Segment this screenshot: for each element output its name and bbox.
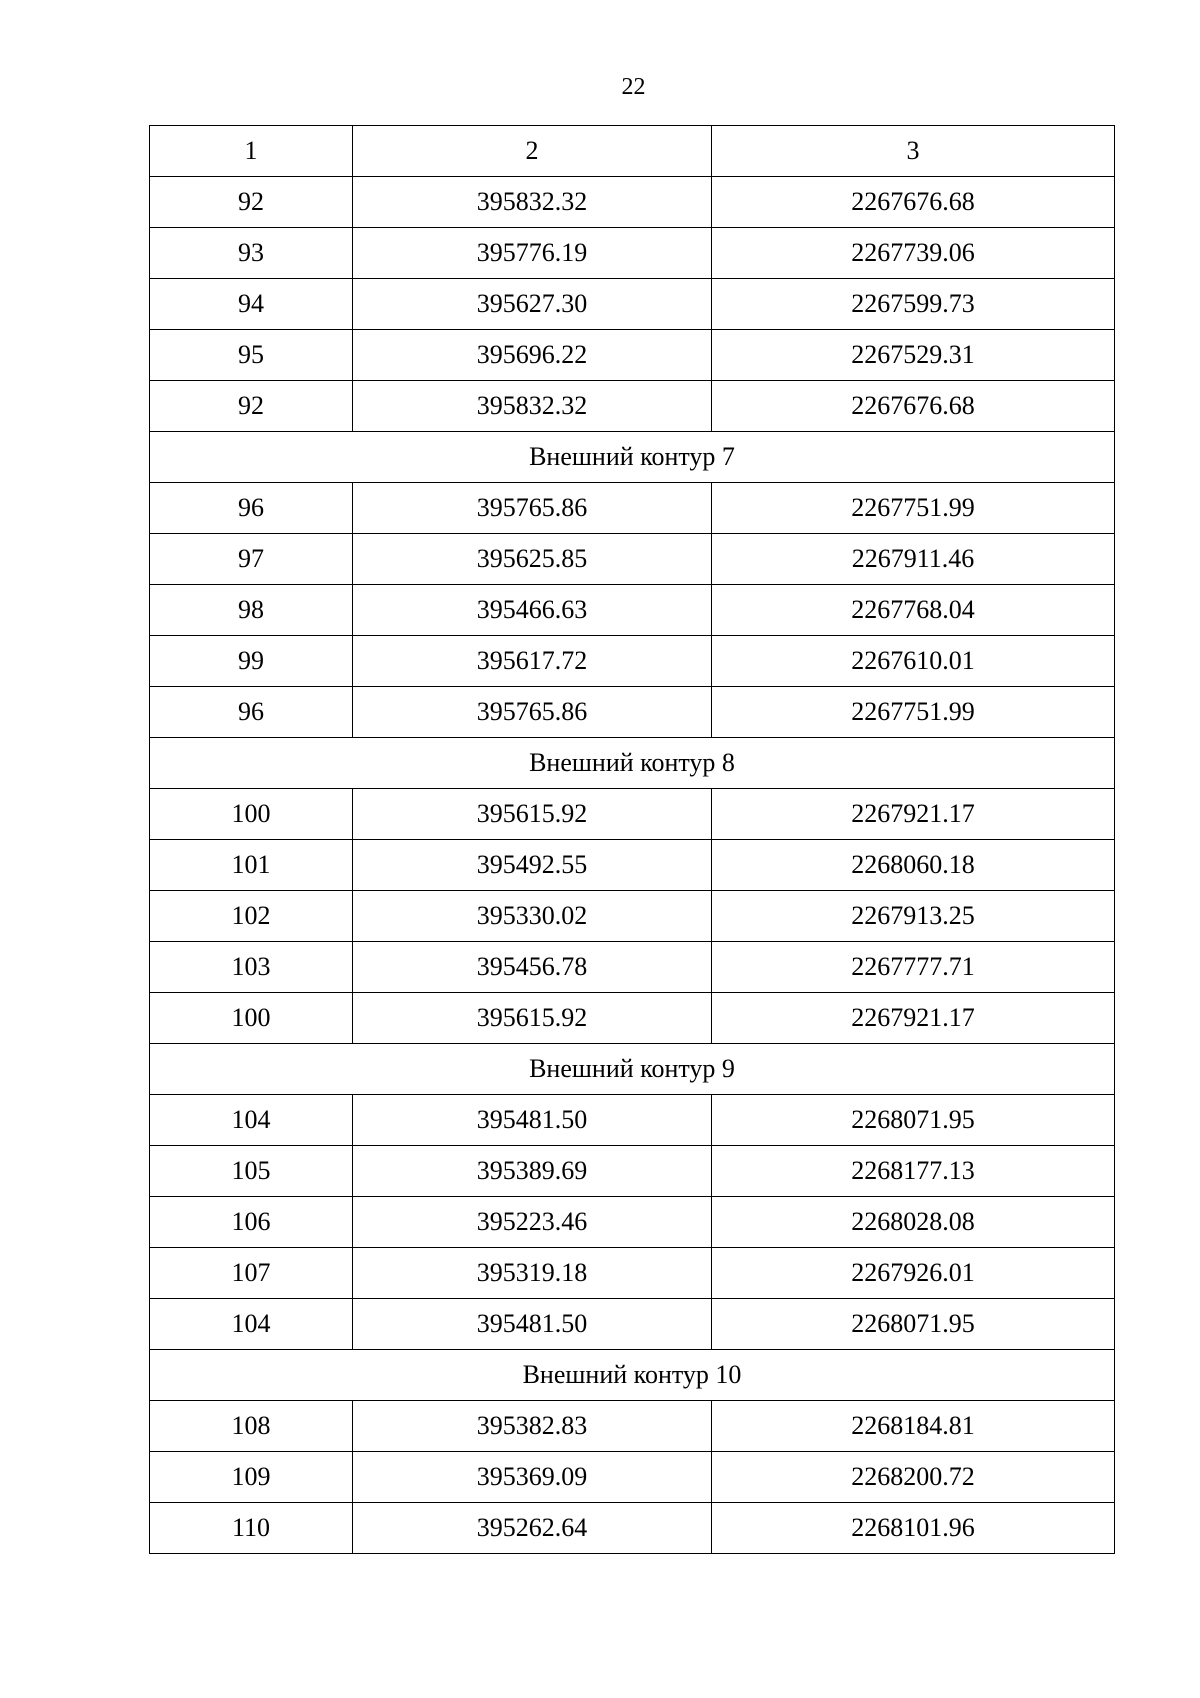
cell-x-coordinate: 395832.32: [353, 381, 712, 432]
cell-x-coordinate: 395696.22: [353, 330, 712, 381]
cell-point-number: 100: [150, 789, 353, 840]
cell-point-number: 110: [150, 1503, 353, 1554]
cell-y-coordinate: 2267921.17: [712, 993, 1115, 1044]
table-row: [150, 687, 1115, 738]
cell-x-coordinate: 395765.86: [353, 687, 712, 738]
cell-point-number: 104: [150, 1299, 353, 1350]
table-row: [150, 1299, 1115, 1350]
cell-y-coordinate: 2267768.04: [712, 585, 1115, 636]
header-cell-x: 2: [353, 126, 712, 177]
cell-x-coordinate: 395615.92: [353, 993, 712, 1044]
cell-y-coordinate: 2268028.08: [712, 1197, 1115, 1248]
cell-point-number: 99: [150, 636, 353, 687]
cell-point-number: 95: [150, 330, 353, 381]
cell-x-coordinate: 395627.30: [353, 279, 712, 330]
cell-x-coordinate: 395625.85: [353, 534, 712, 585]
cell-y-coordinate: 2268071.95: [712, 1299, 1115, 1350]
table-header-row: [150, 126, 1115, 177]
header-cell-y: 3: [712, 126, 1115, 177]
section-label: Внешний контур 8: [150, 738, 1115, 789]
cell-point-number: 92: [150, 177, 353, 228]
cell-point-number: 106: [150, 1197, 353, 1248]
cell-point-number: 96: [150, 687, 353, 738]
cell-x-coordinate: 395382.83: [353, 1401, 712, 1452]
cell-x-coordinate: 395456.78: [353, 942, 712, 993]
cell-x-coordinate: 395466.63: [353, 585, 712, 636]
table-body: [150, 126, 1115, 1554]
cell-x-coordinate: 395832.32: [353, 177, 712, 228]
cell-x-coordinate: 395262.64: [353, 1503, 712, 1554]
section-header-row: [150, 738, 1115, 789]
cell-y-coordinate: 2268200.72: [712, 1452, 1115, 1503]
cell-point-number: 101: [150, 840, 353, 891]
cell-point-number: 104: [150, 1095, 353, 1146]
cell-y-coordinate: 2268071.95: [712, 1095, 1115, 1146]
cell-y-coordinate: 2267911.46: [712, 534, 1115, 585]
cell-point-number: 94: [150, 279, 353, 330]
table-row: [150, 789, 1115, 840]
cell-y-coordinate: 2268177.13: [712, 1146, 1115, 1197]
page-number: 22: [621, 74, 646, 100]
cell-y-coordinate: 2268101.96: [712, 1503, 1115, 1554]
section-header-row: [150, 1350, 1115, 1401]
table-row: [150, 228, 1115, 279]
cell-x-coordinate: 395617.72: [353, 636, 712, 687]
table-row: [150, 1095, 1115, 1146]
cell-x-coordinate: 395330.02: [353, 891, 712, 942]
cell-y-coordinate: 2267599.73: [712, 279, 1115, 330]
table-row: [150, 1146, 1115, 1197]
cell-x-coordinate: 395481.50: [353, 1095, 712, 1146]
cell-x-coordinate: 395776.19: [353, 228, 712, 279]
section-header-row: [150, 1044, 1115, 1095]
cell-x-coordinate: 395481.50: [353, 1299, 712, 1350]
cell-y-coordinate: 2267751.99: [712, 483, 1115, 534]
cell-point-number: 92: [150, 381, 353, 432]
cell-point-number: 103: [150, 942, 353, 993]
table-row: [150, 330, 1115, 381]
section-label: Внешний контур 9: [150, 1044, 1115, 1095]
cell-y-coordinate: 2267676.68: [712, 177, 1115, 228]
table-row: [150, 585, 1115, 636]
cell-point-number: 93: [150, 228, 353, 279]
cell-x-coordinate: 395765.86: [353, 483, 712, 534]
table-row: [150, 279, 1115, 330]
cell-y-coordinate: 2268184.81: [712, 1401, 1115, 1452]
section-header-row: [150, 432, 1115, 483]
cell-y-coordinate: 2267751.99: [712, 687, 1115, 738]
table-row: [150, 891, 1115, 942]
cell-y-coordinate: 2267529.31: [712, 330, 1115, 381]
header-cell-point-number: 1: [150, 126, 353, 177]
table-row: [150, 381, 1115, 432]
cell-point-number: 96: [150, 483, 353, 534]
cell-point-number: 97: [150, 534, 353, 585]
table-row: [150, 1401, 1115, 1452]
cell-x-coordinate: 395615.92: [353, 789, 712, 840]
table-row: [150, 483, 1115, 534]
coordinates-table: [149, 125, 1115, 1554]
table-row: [150, 636, 1115, 687]
cell-point-number: 105: [150, 1146, 353, 1197]
table-row: [150, 840, 1115, 891]
table-row: [150, 1452, 1115, 1503]
cell-x-coordinate: 395319.18: [353, 1248, 712, 1299]
cell-y-coordinate: 2267926.01: [712, 1248, 1115, 1299]
cell-point-number: 107: [150, 1248, 353, 1299]
cell-point-number: 100: [150, 993, 353, 1044]
cell-y-coordinate: 2267610.01: [712, 636, 1115, 687]
cell-y-coordinate: 2268060.18: [712, 840, 1115, 891]
cell-y-coordinate: 2267777.71: [712, 942, 1115, 993]
section-label: Внешний контур 10: [150, 1350, 1115, 1401]
cell-x-coordinate: 395389.69: [353, 1146, 712, 1197]
cell-point-number: 98: [150, 585, 353, 636]
table-row: [150, 534, 1115, 585]
cell-x-coordinate: 395369.09: [353, 1452, 712, 1503]
cell-point-number: 108: [150, 1401, 353, 1452]
table-row: [150, 942, 1115, 993]
cell-point-number: 109: [150, 1452, 353, 1503]
cell-y-coordinate: 2267913.25: [712, 891, 1115, 942]
cell-x-coordinate: 395223.46: [353, 1197, 712, 1248]
table-row: [150, 1248, 1115, 1299]
cell-y-coordinate: 2267921.17: [712, 789, 1115, 840]
cell-point-number: 102: [150, 891, 353, 942]
section-label: Внешний контур 7: [150, 432, 1115, 483]
cell-y-coordinate: 2267739.06: [712, 228, 1115, 279]
table-row: [150, 177, 1115, 228]
table-row: [150, 1197, 1115, 1248]
table-row: [150, 1503, 1115, 1554]
cell-x-coordinate: 395492.55: [353, 840, 712, 891]
cell-y-coordinate: 2267676.68: [712, 381, 1115, 432]
table-row: [150, 993, 1115, 1044]
